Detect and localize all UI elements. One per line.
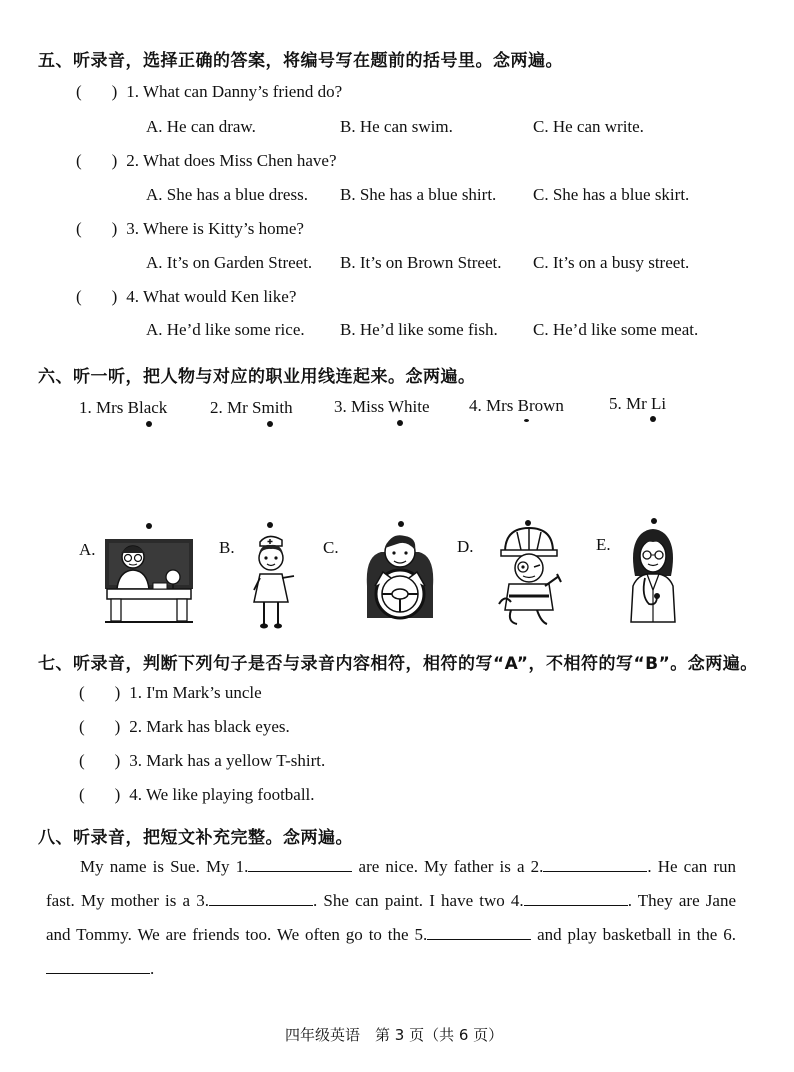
blank-5[interactable]	[427, 924, 531, 940]
judge-item-2	[79, 717, 290, 737]
picture-a-letter: A.	[79, 540, 96, 559]
option-b: B. He can swim.	[340, 117, 453, 136]
person-2-dot[interactable]	[267, 421, 273, 427]
blank-2[interactable]	[543, 856, 647, 872]
picture-e-letter: E.	[596, 535, 611, 554]
person-5-dot[interactable]	[650, 416, 656, 422]
question-2	[76, 151, 337, 171]
question-text: 4. What would Ken like?	[126, 287, 297, 306]
answer-paren[interactable]: ( )	[76, 151, 118, 170]
driver-picture	[361, 526, 439, 624]
picture-d-letter: D.	[457, 537, 474, 556]
person-2: 2. Mr Smith	[210, 398, 293, 417]
picture-c-letter: C.	[323, 538, 339, 557]
option-b: B. She has a blue shirt.	[340, 185, 497, 204]
option-a: A. He can draw.	[146, 117, 256, 136]
answer-paren[interactable]: ( )	[79, 785, 121, 804]
answer-paren[interactable]: ( )	[76, 82, 118, 101]
question-text: 3. Where is Kitty’s home?	[126, 219, 304, 238]
option-c: C. He can write.	[533, 117, 644, 136]
person-3-dot[interactable]	[397, 420, 403, 426]
answer-paren[interactable]: ( )	[79, 717, 121, 736]
option-a: A. It’s on Garden Street.	[146, 253, 313, 272]
blank-4[interactable]	[524, 890, 628, 906]
option-b: B. He’d like some fish.	[340, 320, 498, 339]
judge-text: 3. Mark has a yellow T-shirt.	[129, 751, 326, 770]
doctor-picture	[627, 524, 679, 624]
answer-paren[interactable]: ( )	[79, 751, 121, 770]
blank-3[interactable]	[209, 890, 313, 906]
judge-text: 4. We like playing football.	[129, 785, 315, 804]
blank-1[interactable]	[248, 856, 352, 872]
question-4	[76, 287, 296, 307]
option-a: A. He’d like some rice.	[146, 320, 305, 339]
option-c: C. She has a blue skirt.	[533, 185, 690, 204]
judge-text: 2. Mark has black eyes.	[129, 717, 290, 736]
judge-item-1	[79, 683, 262, 703]
nurse-picture	[248, 530, 298, 630]
firefighter-picture	[497, 524, 561, 628]
picture-b-dot[interactable]	[267, 522, 273, 528]
person-3: 3. Miss White	[334, 397, 430, 416]
option-b: B. It’s on Brown Street.	[340, 253, 502, 272]
question-1	[76, 82, 342, 102]
answer-paren[interactable]: ( )	[76, 287, 118, 306]
person-1-dot[interactable]	[146, 421, 152, 427]
question-text: 1. What can Danny’s friend do?	[126, 82, 343, 101]
judge-item-3	[79, 751, 325, 771]
blank-6[interactable]	[46, 958, 150, 974]
question-3	[76, 219, 304, 239]
person-1: 1. Mrs Black	[79, 398, 168, 417]
picture-a-dot[interactable]	[146, 523, 152, 529]
section6-title: 六、听一听，把人物与对应的职业用线连起来。念两遍。	[38, 367, 476, 387]
cloze-paragraph: My name is Sue. My 1. are nice. My father is a 2. . He can run fast. My mother is a 3. . She can paint. I have two 4. . They are Jane and Tommy. We are friends too. We often go to the 5. and play basketball in the 6..	[46, 857, 737, 978]
picture-b-letter: B.	[219, 538, 235, 557]
section8-title: 八、听录音，把短文补充完整。念两遍。	[38, 828, 353, 848]
judge-text: 1. I'm Mark’s uncle	[129, 683, 262, 702]
teacher-picture	[103, 533, 195, 625]
person-4-dot[interactable]	[524, 419, 529, 422]
option-c: C. It’s on a busy street.	[533, 253, 690, 272]
option-c: C. He’d like some meat.	[533, 320, 699, 339]
person-4: 4. Mrs Brown	[469, 396, 564, 415]
answer-paren[interactable]: ( )	[76, 219, 118, 238]
answer-paren[interactable]: ( )	[79, 683, 121, 702]
page-footer: 四年级英语 第 3 页（共 6 页）	[285, 1026, 504, 1044]
section5-title: 五、听录音，选择正确的答案，将编号写在题前的括号里。念两遍。	[38, 51, 563, 71]
section7-title: 七、听录音，判断下列句子是否与录音内容相符，相符的写“A”，不相符的写“B”。念两遍。	[38, 654, 758, 674]
question-text: 2. What does Miss Chen have?	[126, 151, 337, 170]
option-a: A. She has a blue dress.	[146, 185, 308, 204]
judge-item-4	[79, 785, 315, 805]
person-5: 5. Mr Li	[609, 394, 667, 413]
